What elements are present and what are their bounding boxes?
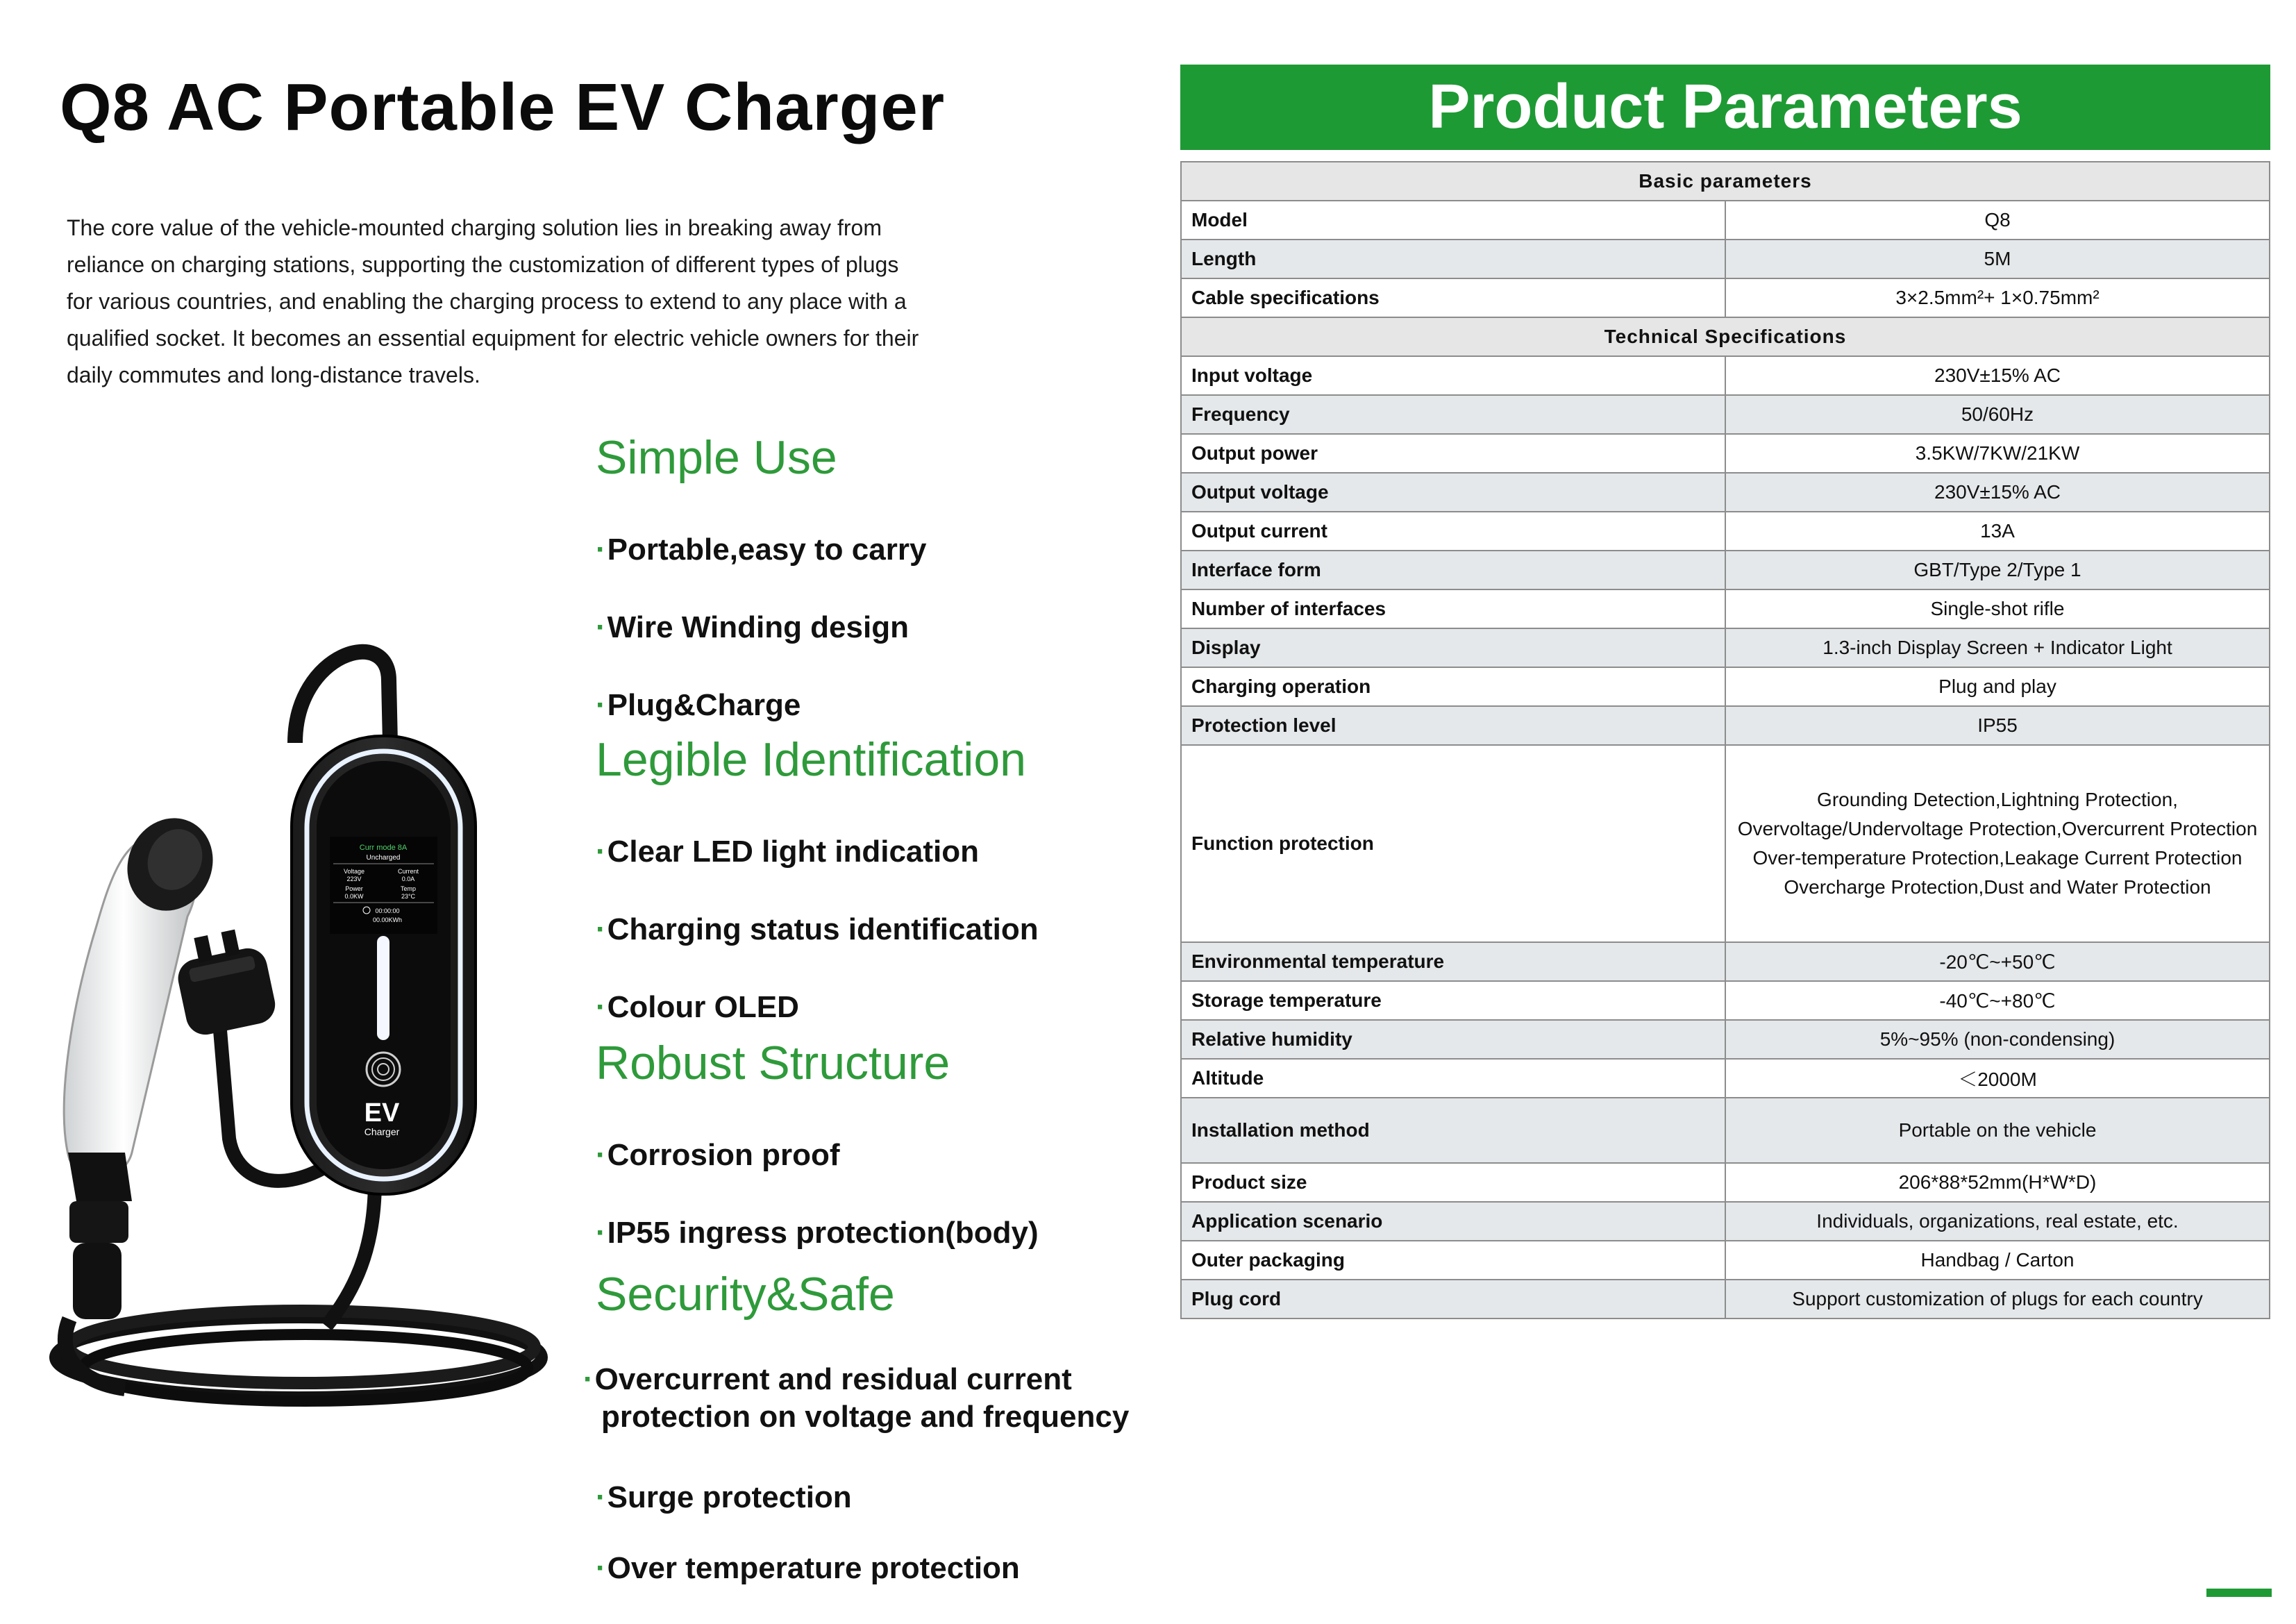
param-value xyxy=(1725,512,2270,551)
param-value-line: 230V±15% AC xyxy=(1934,481,2061,503)
screen-text: 00.00KWh xyxy=(372,916,403,923)
bullet: · xyxy=(596,1216,606,1250)
feature-item: ·Colour OLED xyxy=(596,990,799,1024)
param-value xyxy=(1725,356,2270,395)
param-value-line: Overvoltage/Undervoltage Protection,Overcurrent Protection xyxy=(1737,818,2258,839)
params-row xyxy=(1181,240,2270,278)
param-value-line: -40℃~+80℃ xyxy=(1939,989,2056,1012)
param-name: Storage temperature xyxy=(1181,981,1725,1020)
screen-text: 00:00:00 xyxy=(375,907,400,914)
feature-item: ·Wire Winding design xyxy=(596,610,909,644)
feature-item: ·Over temperature protection xyxy=(596,1551,1020,1585)
params-section-row xyxy=(1181,317,2270,356)
feature-item-line: Overcurrent and residual current xyxy=(594,1362,1072,1396)
param-name: Relative humidity xyxy=(1181,1020,1725,1059)
screen-text: Power xyxy=(345,885,363,892)
param-value-line: Support customization of plugs for each country xyxy=(1792,1288,2203,1309)
param-value-line: 3.5KW/7KW/21KW xyxy=(1915,442,2080,464)
param-name: Model xyxy=(1181,201,1725,240)
params-row xyxy=(1181,201,2270,240)
param-value xyxy=(1725,434,2270,473)
param-value xyxy=(1725,589,2270,628)
feature-item: ·Surge protection xyxy=(596,1480,852,1514)
intro-line: for various countries, and enabling the charging process to extend to any place with a xyxy=(67,289,907,314)
intro-line: The core value of the vehicle-mounted charging solution lies in breaking away from xyxy=(67,215,882,240)
feature-item: ·Corrosion proof xyxy=(596,1138,840,1172)
param-value-line: ＜2000M xyxy=(1958,1069,2037,1090)
param-value-line: Plug and play xyxy=(1938,676,2056,697)
param-value-line: Single-shot rifle xyxy=(1930,598,2065,619)
params-row xyxy=(1181,1241,2270,1280)
params-row xyxy=(1181,1280,2270,1319)
params-row xyxy=(1181,745,2270,942)
param-name: Application scenario xyxy=(1181,1202,1725,1241)
intro-paragraph xyxy=(67,210,1011,394)
bullet: · xyxy=(596,610,606,644)
param-name: Protection level xyxy=(1181,706,1725,745)
param-value-line: 1.3-inch Display Screen + Indicator Light xyxy=(1822,637,2172,658)
indicator-light xyxy=(377,936,389,1040)
param-value-line: 5%~95% (non-condensing) xyxy=(1879,1028,2115,1050)
param-value-line: Grounding Detection,Lightning Protection, xyxy=(1817,789,2178,810)
param-value xyxy=(1725,667,2270,706)
param-value-line: Handbag / Carton xyxy=(1920,1249,2075,1271)
param-name: Input voltage xyxy=(1181,356,1725,395)
bullet: · xyxy=(596,990,606,1024)
param-value xyxy=(1725,278,2270,317)
bullet: · xyxy=(596,1551,606,1585)
param-name: Outer packaging xyxy=(1181,1241,1725,1280)
params-row xyxy=(1181,1163,2270,1202)
params-row xyxy=(1181,1098,2270,1163)
params-section-row xyxy=(1181,162,2270,201)
params-row xyxy=(1181,278,2270,317)
param-name: Output voltage xyxy=(1181,473,1725,512)
params-row xyxy=(1181,551,2270,589)
feature-item: ·Clear LED light indication xyxy=(596,835,980,869)
param-name: Function protection xyxy=(1181,745,1725,942)
params-row xyxy=(1181,942,2270,981)
param-value-line: Over-temperature Protection,Leakage Current Protection xyxy=(1752,847,2243,869)
param-value-line: 3×2.5mm²+ 1×0.75mm² xyxy=(1895,287,2100,308)
params-row xyxy=(1181,589,2270,628)
param-name: Display xyxy=(1181,628,1725,667)
intro-line: daily commutes and long-distance travels. xyxy=(67,362,480,387)
feature-item: ·Charging status identification xyxy=(596,912,1039,946)
param-value xyxy=(1725,628,2270,667)
params-row xyxy=(1181,667,2270,706)
param-value-line: Portable on the vehicle xyxy=(1898,1119,2097,1141)
param-name: Cable specifications xyxy=(1181,278,1725,317)
param-value xyxy=(1725,473,2270,512)
param-value-line: -20℃~+50℃ xyxy=(1939,951,2056,973)
feature-item-line: protection on voltage and frequency xyxy=(601,1400,1130,1434)
screen-text: 223V xyxy=(346,876,362,882)
params-banner: Product Parameters xyxy=(1180,65,2270,150)
param-name: Plug cord xyxy=(1181,1280,1725,1319)
param-name: Interface form xyxy=(1181,551,1725,589)
param-value xyxy=(1725,1202,2270,1241)
param-value xyxy=(1725,1020,2270,1059)
params-row xyxy=(1181,434,2270,473)
charger-drawing xyxy=(28,625,555,1423)
param-value xyxy=(1725,1241,2270,1280)
param-name: Frequency xyxy=(1181,395,1725,434)
param-value-line: IP55 xyxy=(1977,714,2018,736)
feature-item-text xyxy=(583,1362,1129,1436)
intro-line: reliance on charging stations, supporting the customization of different types of plugs xyxy=(67,252,899,277)
intro-line: qualified socket. It becomes an essential equipment for electric vehicle owners for their xyxy=(67,326,919,351)
param-name: Altitude xyxy=(1181,1059,1725,1098)
param-name: Product size xyxy=(1181,1163,1725,1202)
param-name: Environmental temperature xyxy=(1181,942,1725,981)
param-value xyxy=(1725,201,2270,240)
param-value xyxy=(1725,942,2270,981)
bullet: · xyxy=(596,912,606,946)
bullet: · xyxy=(596,1138,606,1172)
cable xyxy=(326,1180,375,1326)
param-name: Output power xyxy=(1181,434,1725,473)
ev-charger-illustration xyxy=(28,625,555,1423)
page-title: Q8 AC Portable EV Charger xyxy=(60,70,946,144)
params-row xyxy=(1181,1059,2270,1098)
section-title: Basic parameters xyxy=(1181,162,2270,201)
corner-accent-bar xyxy=(2206,1589,2272,1597)
param-name: Number of interfaces xyxy=(1181,589,1725,628)
ev-logo-sub: Charger xyxy=(364,1126,400,1137)
feature-heading: Simple Use xyxy=(596,431,837,484)
param-value xyxy=(1725,981,2270,1020)
params-row xyxy=(1181,356,2270,395)
params-row xyxy=(1181,473,2270,512)
feature-item: ·Plug&Charge xyxy=(596,688,801,722)
feature-item xyxy=(583,1361,1129,1436)
param-value-line: 230V±15% AC xyxy=(1934,365,2061,386)
param-value xyxy=(1725,745,2270,942)
params-row xyxy=(1181,706,2270,745)
screen-text: 0.0KW xyxy=(344,893,364,900)
screen-text: Temp xyxy=(400,885,417,892)
params-row xyxy=(1181,512,2270,551)
params-row xyxy=(1181,981,2270,1020)
param-value-line: 5M xyxy=(1984,248,2011,269)
params-row xyxy=(1181,1020,2270,1059)
param-name: Length xyxy=(1181,240,1725,278)
ev-logo: EV xyxy=(364,1098,400,1128)
params-row xyxy=(1181,1202,2270,1241)
feature-heading: Legible Identification xyxy=(596,733,1027,786)
param-value-line: GBT/Type 2/Type 1 xyxy=(1913,559,2081,580)
param-value xyxy=(1725,551,2270,589)
section-title: Technical Specifications xyxy=(1181,317,2270,356)
feature-heading: Security&Safe xyxy=(596,1268,895,1321)
screen-text: Voltage xyxy=(343,868,365,875)
param-value-line: Q8 xyxy=(1984,209,2011,231)
param-value xyxy=(1725,1280,2270,1319)
param-value xyxy=(1725,1163,2270,1202)
param-value-line: 206*88*52mm(H*W*D) xyxy=(1898,1171,2097,1193)
feature-item: ·IP55 ingress protection(body) xyxy=(596,1216,1039,1250)
bullet: · xyxy=(583,1362,594,1396)
screen-text: Current xyxy=(397,868,419,875)
screen-text: Uncharged xyxy=(366,854,401,862)
param-value-line: 13A xyxy=(1980,520,2015,542)
param-value-line: Overcharge Protection,Dust and Water Protection xyxy=(1784,876,2211,898)
params-row xyxy=(1181,628,2270,667)
feature-heading: Robust Structure xyxy=(596,1037,950,1089)
bullet: · xyxy=(596,533,606,567)
feature-item: ·Portable,easy to carry xyxy=(596,533,927,567)
uk-plug xyxy=(170,924,278,1038)
cable xyxy=(295,652,390,743)
param-value xyxy=(1725,240,2270,278)
param-name: Output current xyxy=(1181,512,1725,551)
type2-plug xyxy=(64,804,228,1319)
param-name: Installation method xyxy=(1181,1098,1725,1163)
bullet: · xyxy=(596,1480,606,1514)
param-value xyxy=(1725,706,2270,745)
params-table xyxy=(1180,161,2270,1319)
bullet: · xyxy=(596,835,606,869)
param-value-line: Individuals, organizations, real estate, etc. xyxy=(1816,1210,2179,1232)
bullet: · xyxy=(596,688,606,722)
param-value-line: 50/60Hz xyxy=(1961,403,2034,425)
screen-text: 23°C xyxy=(401,893,416,900)
screen-text: Curr mode 8A xyxy=(359,844,408,852)
params-row xyxy=(1181,395,2270,434)
param-value xyxy=(1725,1098,2270,1163)
param-name: Charging operation xyxy=(1181,667,1725,706)
screen-text: 0.0A xyxy=(401,876,415,882)
param-value xyxy=(1725,1059,2270,1098)
param-value xyxy=(1725,395,2270,434)
